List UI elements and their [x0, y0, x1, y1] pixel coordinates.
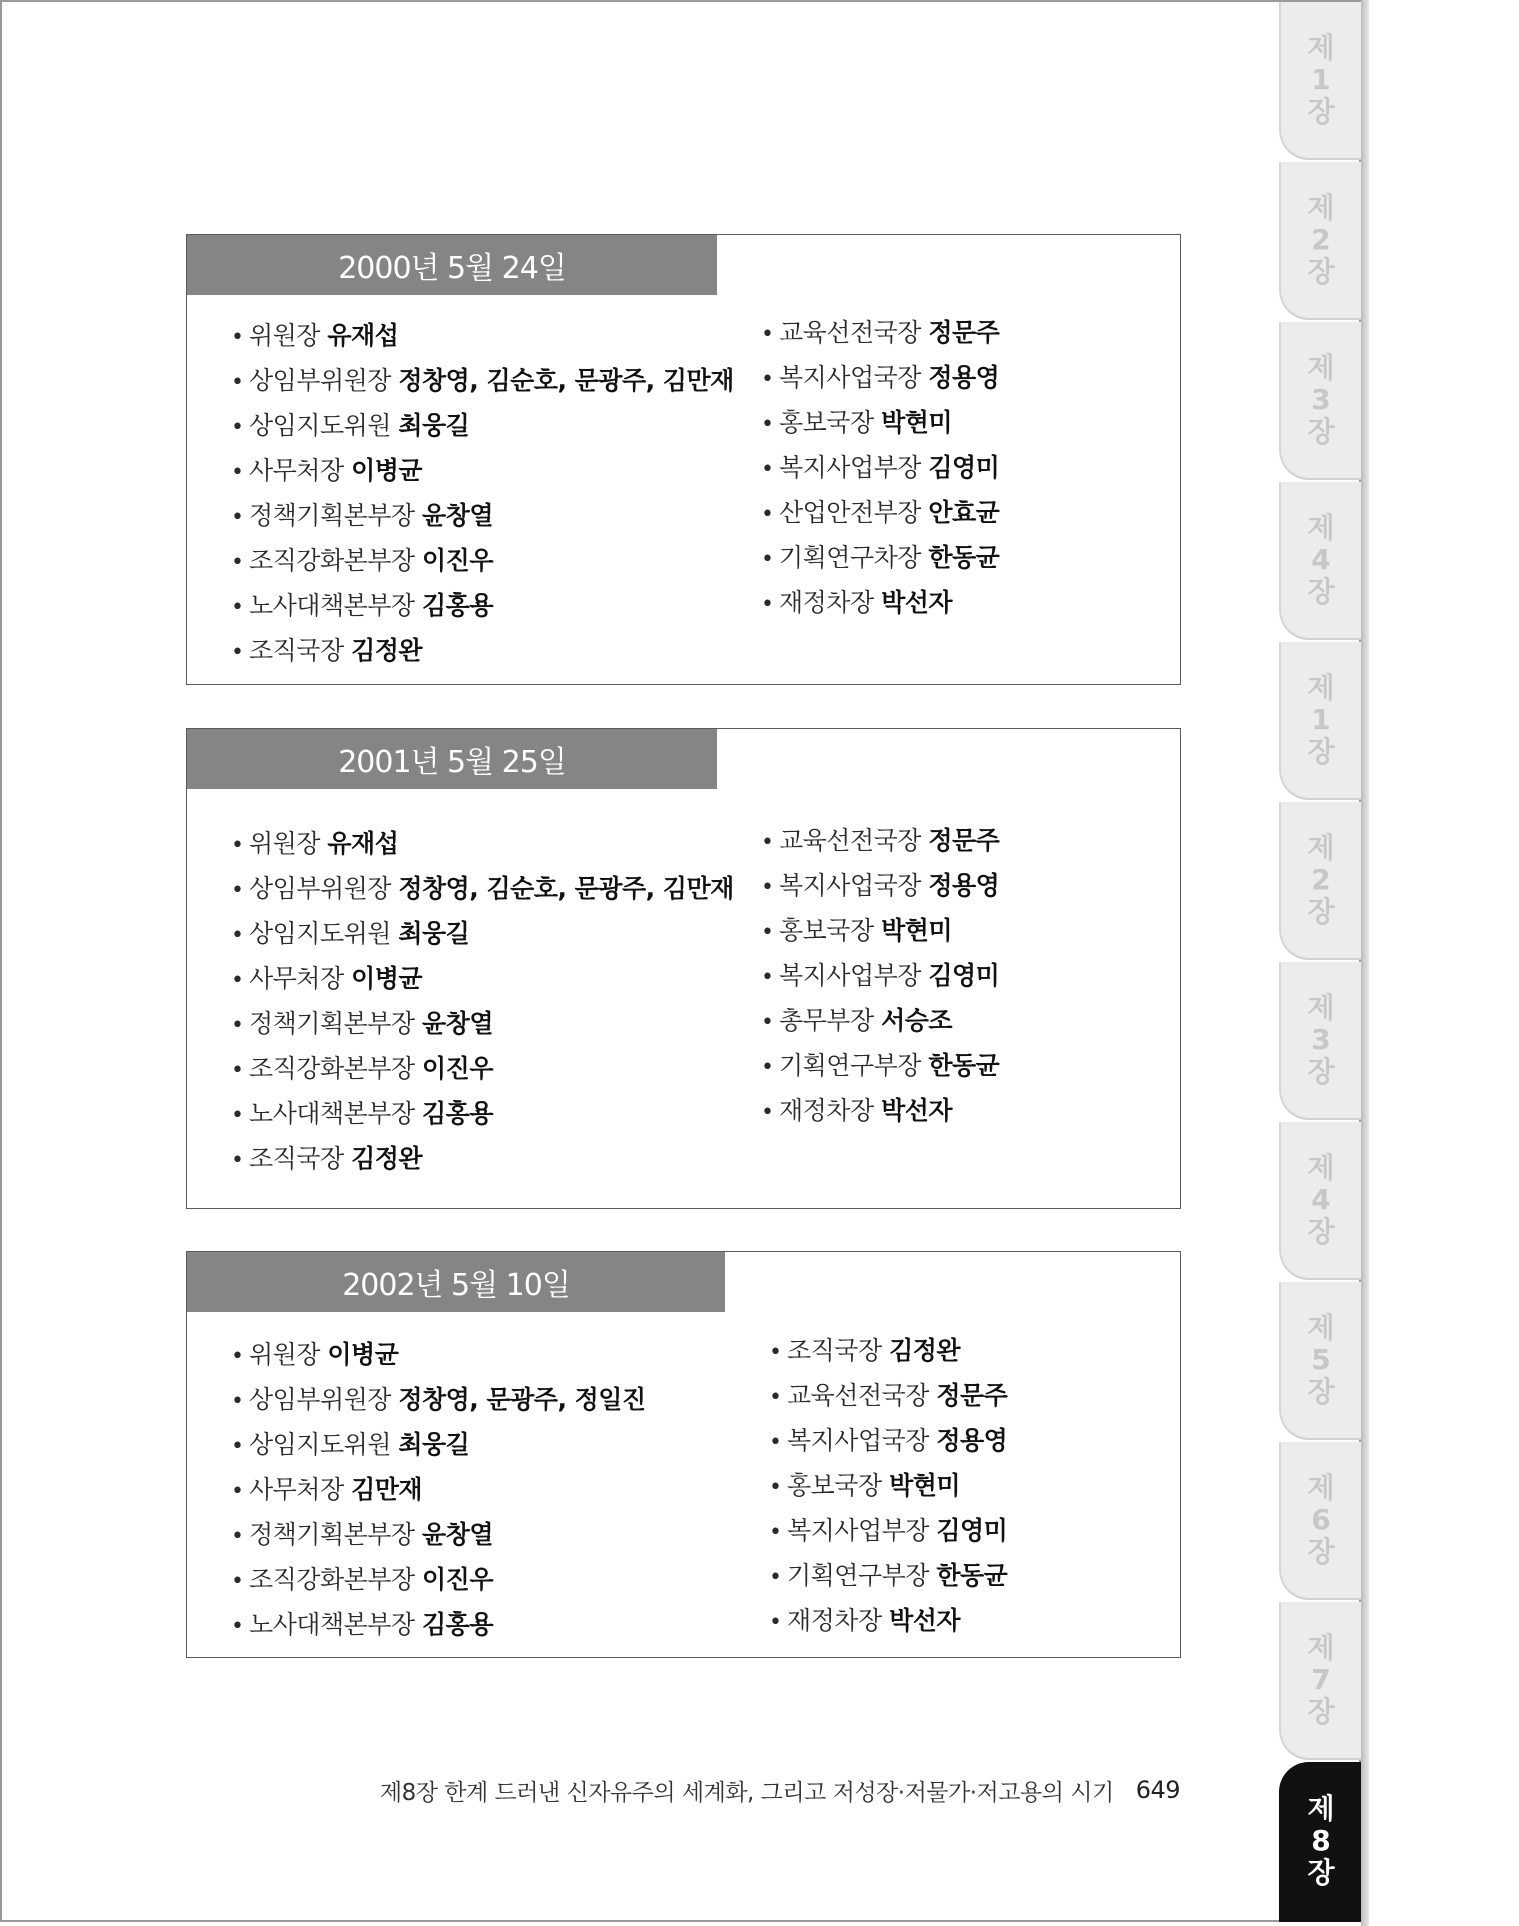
- tab-char: 제: [1307, 351, 1335, 384]
- tab-char: 제: [1307, 511, 1335, 544]
- list-item: • 기획연구부장 한동균: [761, 1051, 1000, 1080]
- list-item: • 상임지도위원 최웅길: [231, 411, 470, 440]
- tab-char: 4: [1311, 1183, 1331, 1216]
- left-column: [231, 313, 734, 673]
- tab-char: 장: [1307, 1535, 1335, 1568]
- chapter-tab[interactable]: [1279, 1602, 1361, 1760]
- chapter-tab[interactable]: [1279, 1122, 1361, 1280]
- list-item: • 조직강화본부장 이진우: [231, 546, 493, 575]
- list-item: • 교육선전국장 정문주: [761, 826, 1000, 855]
- list-item: • 사무처장 이병균: [231, 456, 423, 485]
- chapter-tab[interactable]: [1279, 1442, 1361, 1600]
- tab-char: 6: [1311, 1503, 1331, 1536]
- page-number: 649: [1135, 1776, 1180, 1804]
- tab-char: 장: [1307, 255, 1335, 288]
- tab-char: 3: [1311, 383, 1331, 416]
- list-item: • 상임지도위원 최웅길: [231, 919, 470, 948]
- tab-char: 제: [1307, 191, 1335, 224]
- list-item: • 위원장 유재섭: [231, 829, 399, 858]
- tab-char: 장: [1307, 575, 1335, 608]
- list-item: • 총무부장 서승조: [761, 1006, 953, 1035]
- left-column: [231, 821, 734, 1181]
- list-item: • 복지사업국장 정용영: [761, 363, 1000, 392]
- list-item: • 기획연구차장 한동균: [761, 543, 1000, 572]
- tab-char: 4: [1311, 543, 1331, 576]
- chapter-tab[interactable]: [1279, 162, 1361, 320]
- list-item: • 상임부위원장 정창영, 김순호, 문광주, 김만재: [231, 874, 734, 903]
- list-item: • 복지사업부장 김영미: [761, 961, 1000, 990]
- tab-char: 장: [1307, 895, 1335, 928]
- tab-char: 장: [1307, 1695, 1335, 1728]
- tab-char: 장: [1307, 735, 1335, 768]
- tab-char: 제: [1307, 671, 1335, 704]
- list-item: • 위원장 유재섭: [231, 321, 399, 350]
- tab-char: 2: [1311, 223, 1331, 256]
- tab-char: 7: [1311, 1663, 1331, 1696]
- list-item: • 정책기획본부장 윤창열: [231, 1009, 493, 1038]
- tab-char: 장: [1307, 1856, 1335, 1889]
- committee-box-2002: [186, 1251, 1181, 1658]
- tab-char: 제: [1307, 991, 1335, 1024]
- tab-char: 2: [1311, 863, 1331, 896]
- tab-char: 8: [1311, 1824, 1331, 1857]
- chapter-tab[interactable]: [1279, 962, 1361, 1120]
- list-item: • 상임부위원장 정창영, 김순호, 문광주, 김만재: [231, 366, 734, 395]
- list-item: • 조직국장 김정완: [769, 1336, 961, 1365]
- tab-char: 제: [1307, 1151, 1335, 1184]
- committee-box-2001: [186, 728, 1181, 1209]
- list-item: • 재정차장 박선자: [769, 1606, 961, 1635]
- section-date-header: 2002년 5월 10일: [187, 1252, 725, 1312]
- list-item: • 사무처장 이병균: [231, 964, 423, 993]
- tab-char: 장: [1307, 1375, 1335, 1408]
- list-item: • 복지사업국장 정용영: [769, 1426, 1008, 1455]
- list-item: • 조직강화본부장 이진우: [231, 1054, 493, 1083]
- page-footer: [379, 1770, 1180, 1810]
- chapter-tab-active[interactable]: [1279, 1762, 1361, 1922]
- section-date-header: 2001년 5월 25일: [187, 729, 717, 789]
- chapter-tabs: [1279, 2, 1361, 1922]
- list-item: • 상임지도위원 최웅길: [231, 1430, 470, 1459]
- list-item: • 교육선전국장 정문주: [761, 318, 1000, 347]
- tab-char: 제: [1307, 831, 1335, 864]
- list-item: • 정책기획본부장 윤창열: [231, 501, 493, 530]
- chapter-tab[interactable]: [1279, 642, 1361, 800]
- tab-char: 제: [1307, 1631, 1335, 1664]
- tab-char: 제: [1307, 31, 1335, 64]
- list-item: • 노사대책본부장 김홍용: [231, 591, 493, 620]
- tab-char: 제: [1307, 1792, 1335, 1825]
- tab-char: 장: [1307, 95, 1335, 128]
- list-item: • 사무처장 김만재: [231, 1475, 423, 1504]
- list-item: • 조직국장 김정완: [231, 1144, 423, 1173]
- right-column: [769, 1328, 1007, 1643]
- list-item: • 홍보국장 박현미: [769, 1471, 961, 1500]
- list-item: • 복지사업국장 정용영: [761, 871, 1000, 900]
- section-date-header: 2000년 5월 24일: [187, 235, 717, 295]
- tab-char: 제: [1307, 1471, 1335, 1504]
- chapter-tab[interactable]: [1279, 322, 1361, 480]
- chapter-tab[interactable]: [1279, 1282, 1361, 1440]
- list-item: • 산업안전부장 안효균: [761, 498, 1000, 527]
- chapter-tab[interactable]: [1279, 802, 1361, 960]
- list-item: • 조직강화본부장 이진우: [231, 1565, 493, 1594]
- tab-char: 장: [1307, 1055, 1335, 1088]
- chapter-tab[interactable]: [1279, 482, 1361, 640]
- list-item: • 교육선전국장 정문주: [769, 1381, 1008, 1410]
- chapter-tab[interactable]: [1279, 2, 1361, 160]
- list-item: • 기획연구부장 한동균: [769, 1561, 1008, 1590]
- list-item: • 정책기획본부장 윤창열: [231, 1520, 493, 1549]
- list-item: • 조직국장 김정완: [231, 636, 423, 665]
- list-item: • 위원장 이병균: [231, 1340, 399, 1369]
- list-item: • 재정차장 박선자: [761, 1096, 953, 1125]
- tab-char: 3: [1311, 1023, 1331, 1056]
- right-column: [761, 818, 999, 1133]
- tab-char: 1: [1311, 63, 1331, 96]
- list-item: • 복지사업부장 김영미: [769, 1516, 1008, 1545]
- committee-box-2000: [186, 234, 1181, 685]
- running-footer-title: 제8장 한계 드러낸 신자유주의 세계화, 그리고 저성장·저물가·저고용의 시기: [379, 1779, 1114, 1806]
- page-edge: [1361, 0, 1369, 1926]
- tab-char: 제: [1307, 1311, 1335, 1344]
- tab-char: 5: [1311, 1343, 1331, 1376]
- list-item: • 노사대책본부장 김홍용: [231, 1610, 493, 1639]
- tab-char: 장: [1307, 415, 1335, 448]
- list-item: • 상임부위원장 정창영, 문광주, 정일진: [231, 1385, 646, 1414]
- list-item: • 복지사업부장 김영미: [761, 453, 1000, 482]
- list-item: • 홍보국장 박현미: [761, 408, 953, 437]
- left-column: [231, 1332, 646, 1647]
- right-column: [761, 310, 999, 625]
- list-item: • 노사대책본부장 김홍용: [231, 1099, 493, 1128]
- tab-char: 1: [1311, 703, 1331, 736]
- tab-char: 장: [1307, 1215, 1335, 1248]
- list-item: • 재정차장 박선자: [761, 588, 953, 617]
- list-item: • 홍보국장 박현미: [761, 916, 953, 945]
